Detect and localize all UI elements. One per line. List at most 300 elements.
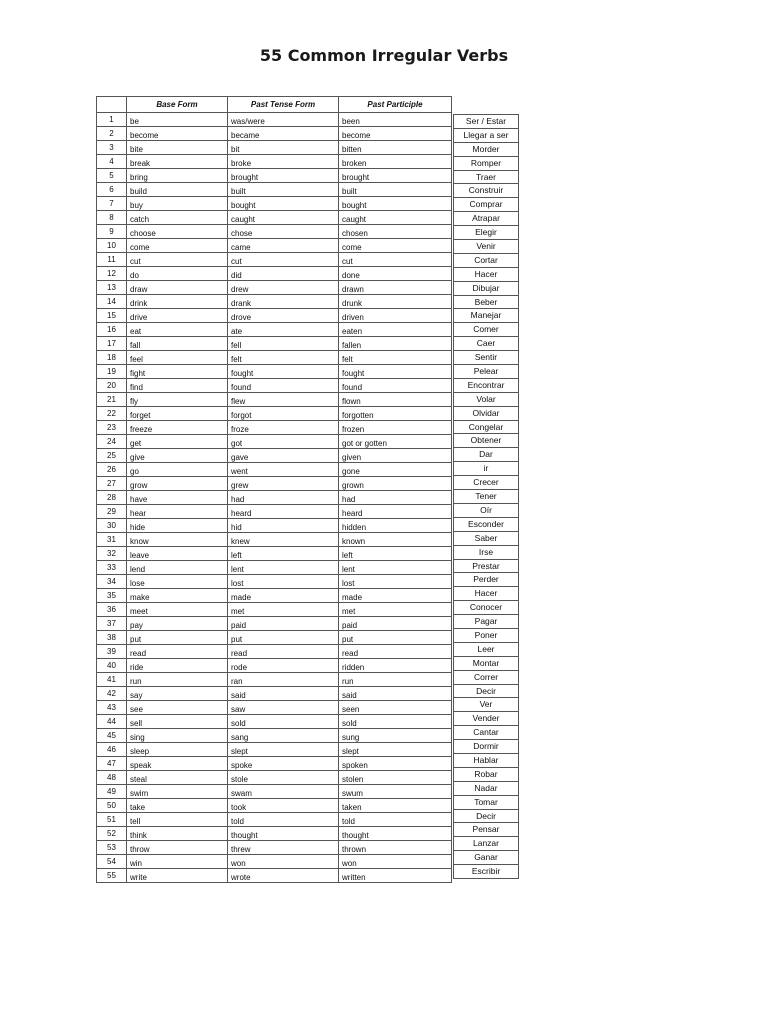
past-tense-cell: met: [228, 603, 339, 617]
past-participle-cell: paid: [339, 617, 452, 631]
table-row: [97, 407, 452, 421]
past-participle-cell: lost: [339, 575, 452, 589]
past-tense-cell: threw: [228, 841, 339, 855]
past-participle-cell: put: [339, 631, 452, 645]
past-participle-cell: thrown: [339, 841, 452, 855]
spanish-translation: Prestar: [454, 560, 518, 574]
row-number: 23: [97, 421, 127, 435]
base-form-cell: leave: [127, 547, 228, 561]
spanish-translation: Dormir: [454, 740, 518, 754]
past-participle-cell: thought: [339, 827, 452, 841]
past-tense-cell: bought: [228, 197, 339, 211]
past-tense-cell: ran: [228, 673, 339, 687]
table-row: [97, 113, 452, 127]
past-tense-cell: swam: [228, 785, 339, 799]
table-row: [97, 659, 452, 673]
past-participle-cell: slept: [339, 743, 452, 757]
table-row: [97, 463, 452, 477]
spanish-translation: Crecer: [454, 476, 518, 490]
base-form-cell: drink: [127, 295, 228, 309]
row-number: 30: [97, 519, 127, 533]
past-tense-cell: hid: [228, 519, 339, 533]
past-tense-cell: spoke: [228, 757, 339, 771]
past-tense-cell: wrote: [228, 869, 339, 883]
past-tense-cell: knew: [228, 533, 339, 547]
past-tense-cell: came: [228, 239, 339, 253]
spanish-translation: Venir: [454, 240, 518, 254]
table-row: [97, 393, 452, 407]
row-number: 24: [97, 435, 127, 449]
past-tense-cell: had: [228, 491, 339, 505]
table-row: [97, 575, 452, 589]
row-number: 47: [97, 757, 127, 771]
table-row: [97, 701, 452, 715]
spanish-translation: Oír: [454, 504, 518, 518]
table-row: [97, 169, 452, 183]
base-form-cell: freeze: [127, 421, 228, 435]
header-past-tense-form: Past Tense Form: [228, 97, 339, 113]
base-form-cell: read: [127, 645, 228, 659]
spanish-translation: Ser / Estar: [454, 115, 518, 129]
spanish-translation: Vender: [454, 712, 518, 726]
spanish-translation: Tomar: [454, 796, 518, 810]
past-participle-cell: had: [339, 491, 452, 505]
table-row: [97, 757, 452, 771]
spanish-translation: Pagar: [454, 615, 518, 629]
past-participle-cell: drawn: [339, 281, 452, 295]
past-participle-cell: met: [339, 603, 452, 617]
past-participle-cell: given: [339, 449, 452, 463]
base-form-cell: meet: [127, 603, 228, 617]
spanish-translation: Obtener: [454, 434, 518, 448]
past-tense-cell: bit: [228, 141, 339, 155]
base-form-cell: choose: [127, 225, 228, 239]
table-row: [97, 477, 452, 491]
spanish-translation: Pensar: [454, 823, 518, 837]
base-form-cell: hear: [127, 505, 228, 519]
spanish-translation: Comer: [454, 323, 518, 337]
past-tense-cell: gave: [228, 449, 339, 463]
spanish-translation: Tener: [454, 490, 518, 504]
past-tense-cell: was/were: [228, 113, 339, 127]
row-number: 46: [97, 743, 127, 757]
past-participle-cell: become: [339, 127, 452, 141]
row-number: 38: [97, 631, 127, 645]
past-participle-cell: frozen: [339, 421, 452, 435]
past-tense-cell: won: [228, 855, 339, 869]
row-number: 54: [97, 855, 127, 869]
spanish-translation: Decir: [454, 810, 518, 824]
table-row: [97, 561, 452, 575]
table-row: [97, 379, 452, 393]
base-form-cell: say: [127, 687, 228, 701]
past-participle-cell: built: [339, 183, 452, 197]
past-tense-cell: drank: [228, 295, 339, 309]
past-tense-cell: thought: [228, 827, 339, 841]
past-participle-cell: sold: [339, 715, 452, 729]
past-tense-cell: built: [228, 183, 339, 197]
past-tense-cell: lent: [228, 561, 339, 575]
row-number: 40: [97, 659, 127, 673]
row-number: 4: [97, 155, 127, 169]
row-number: 25: [97, 449, 127, 463]
past-participle-cell: taken: [339, 799, 452, 813]
base-form-cell: put: [127, 631, 228, 645]
past-participle-cell: ridden: [339, 659, 452, 673]
past-tense-cell: did: [228, 267, 339, 281]
base-form-cell: give: [127, 449, 228, 463]
table-row: [97, 197, 452, 211]
spanish-translation: Manejar: [454, 309, 518, 323]
base-form-cell: build: [127, 183, 228, 197]
table-row: [97, 505, 452, 519]
spanish-translation: Volar: [454, 393, 518, 407]
spanish-translation: Hacer: [454, 268, 518, 282]
past-tense-cell: drove: [228, 309, 339, 323]
spanish-translation: Caer: [454, 337, 518, 351]
page-title: 55 Common Irregular Verbs: [259, 46, 509, 65]
row-number: 41: [97, 673, 127, 687]
table-row: [97, 211, 452, 225]
row-number: 36: [97, 603, 127, 617]
base-form-cell: catch: [127, 211, 228, 225]
past-tense-cell: grew: [228, 477, 339, 491]
table-row: [97, 673, 452, 687]
verb-table: [96, 96, 452, 883]
verb-table-header: [97, 97, 452, 113]
past-participle-cell: got or gotten: [339, 435, 452, 449]
base-form-cell: lend: [127, 561, 228, 575]
table-row: [97, 309, 452, 323]
past-participle-cell: fought: [339, 365, 452, 379]
base-form-cell: eat: [127, 323, 228, 337]
row-number: 32: [97, 547, 127, 561]
past-participle-cell: grown: [339, 477, 452, 491]
base-form-cell: win: [127, 855, 228, 869]
row-number: 14: [97, 295, 127, 309]
past-participle-cell: spoken: [339, 757, 452, 771]
past-tense-cell: fought: [228, 365, 339, 379]
base-form-cell: do: [127, 267, 228, 281]
row-number: 8: [97, 211, 127, 225]
row-number: 1: [97, 113, 127, 127]
base-form-cell: be: [127, 113, 228, 127]
base-form-cell: know: [127, 533, 228, 547]
row-number: 52: [97, 827, 127, 841]
table-row: [97, 533, 452, 547]
base-form-cell: go: [127, 463, 228, 477]
base-form-cell: forget: [127, 407, 228, 421]
row-number: 43: [97, 701, 127, 715]
spanish-translation: Nadar: [454, 782, 518, 796]
table-row: [97, 351, 452, 365]
past-tense-cell: said: [228, 687, 339, 701]
spanish-translation: Saber: [454, 532, 518, 546]
row-number: 16: [97, 323, 127, 337]
past-tense-cell: became: [228, 127, 339, 141]
table-row: [97, 323, 452, 337]
past-tense-cell: slept: [228, 743, 339, 757]
row-number: 51: [97, 813, 127, 827]
past-participle-cell: run: [339, 673, 452, 687]
table-row: [97, 813, 452, 827]
spanish-translation: Atrapar: [454, 212, 518, 226]
row-number: 10: [97, 239, 127, 253]
table-row: [97, 743, 452, 757]
past-participle-cell: written: [339, 869, 452, 883]
spanish-translation: Montar: [454, 657, 518, 671]
past-participle-cell: fallen: [339, 337, 452, 351]
past-tense-cell: stole: [228, 771, 339, 785]
past-participle-cell: made: [339, 589, 452, 603]
row-number: 29: [97, 505, 127, 519]
spanish-translation: Conocer: [454, 601, 518, 615]
past-participle-cell: chosen: [339, 225, 452, 239]
table-row: [97, 435, 452, 449]
base-form-cell: make: [127, 589, 228, 603]
row-number: 48: [97, 771, 127, 785]
past-participle-cell: told: [339, 813, 452, 827]
table-row: [97, 869, 452, 883]
spanish-translation: Ganar: [454, 851, 518, 865]
past-participle-cell: forgotten: [339, 407, 452, 421]
spanish-translation: Poner: [454, 629, 518, 643]
row-number: 26: [97, 463, 127, 477]
table-row: [97, 337, 452, 351]
base-form-cell: become: [127, 127, 228, 141]
base-form-cell: fly: [127, 393, 228, 407]
past-tense-cell: put: [228, 631, 339, 645]
base-form-cell: take: [127, 799, 228, 813]
row-number: 19: [97, 365, 127, 379]
base-form-cell: sell: [127, 715, 228, 729]
past-tense-cell: found: [228, 379, 339, 393]
table-row: [97, 281, 452, 295]
table-row: [97, 365, 452, 379]
spanish-translation: Ver: [454, 698, 518, 712]
spanish-translation: Construir: [454, 184, 518, 198]
past-tense-cell: cut: [228, 253, 339, 267]
past-participle-cell: bought: [339, 197, 452, 211]
past-participle-cell: broken: [339, 155, 452, 169]
past-tense-cell: brought: [228, 169, 339, 183]
table-row: [97, 785, 452, 799]
past-tense-cell: forgot: [228, 407, 339, 421]
row-number: 53: [97, 841, 127, 855]
spanish-translation: Robar: [454, 768, 518, 782]
past-participle-cell: said: [339, 687, 452, 701]
row-number: 33: [97, 561, 127, 575]
verb-table-body: [97, 113, 452, 883]
table-row: [97, 239, 452, 253]
table-row: [97, 855, 452, 869]
table-row: [97, 141, 452, 155]
spanish-translation: Olvidar: [454, 407, 518, 421]
past-participle-cell: won: [339, 855, 452, 869]
spanish-translation: Sentir: [454, 351, 518, 365]
past-tense-cell: fell: [228, 337, 339, 351]
table-row: [97, 547, 452, 561]
spanish-translation: Traer: [454, 171, 518, 185]
spanish-translation: Dar: [454, 448, 518, 462]
spanish-translation: Escribir: [454, 865, 518, 879]
past-tense-cell: paid: [228, 617, 339, 631]
base-form-cell: buy: [127, 197, 228, 211]
spanish-translation: Lanzar: [454, 837, 518, 851]
past-participle-cell: driven: [339, 309, 452, 323]
past-participle-cell: been: [339, 113, 452, 127]
base-form-cell: break: [127, 155, 228, 169]
row-number: 3: [97, 141, 127, 155]
spanish-translation: Perder: [454, 573, 518, 587]
header-base-form: Base Form: [127, 97, 228, 113]
base-form-cell: cut: [127, 253, 228, 267]
base-form-cell: see: [127, 701, 228, 715]
spanish-translation: Correr: [454, 671, 518, 685]
base-form-cell: run: [127, 673, 228, 687]
base-form-cell: write: [127, 869, 228, 883]
row-number: 42: [97, 687, 127, 701]
table-row: [97, 631, 452, 645]
row-number: 13: [97, 281, 127, 295]
past-participle-cell: caught: [339, 211, 452, 225]
past-tense-cell: felt: [228, 351, 339, 365]
past-tense-cell: left: [228, 547, 339, 561]
base-form-cell: feel: [127, 351, 228, 365]
past-participle-cell: hidden: [339, 519, 452, 533]
past-participle-cell: swum: [339, 785, 452, 799]
past-tense-cell: ate: [228, 323, 339, 337]
past-participle-cell: sung: [339, 729, 452, 743]
row-number: 9: [97, 225, 127, 239]
table-row: [97, 253, 452, 267]
table-row: [97, 267, 452, 281]
spanish-translation: Romper: [454, 157, 518, 171]
past-participle-cell: stolen: [339, 771, 452, 785]
past-tense-cell: saw: [228, 701, 339, 715]
base-form-cell: pay: [127, 617, 228, 631]
past-participle-cell: felt: [339, 351, 452, 365]
table-row: [97, 771, 452, 785]
spanish-translation: Beber: [454, 296, 518, 310]
past-participle-cell: known: [339, 533, 452, 547]
base-form-cell: draw: [127, 281, 228, 295]
table-row: [97, 841, 452, 855]
row-number: 18: [97, 351, 127, 365]
spanish-translation: Irse: [454, 546, 518, 560]
past-tense-cell: went: [228, 463, 339, 477]
spanish-translation: Congelar: [454, 421, 518, 435]
past-participle-cell: read: [339, 645, 452, 659]
row-number: 39: [97, 645, 127, 659]
past-tense-cell: took: [228, 799, 339, 813]
past-participle-cell: found: [339, 379, 452, 393]
table-row: [97, 729, 452, 743]
spanish-translation: Llegar a ser: [454, 129, 518, 143]
table-row: [97, 519, 452, 533]
spanish-translation: Elegir: [454, 226, 518, 240]
past-participle-cell: drunk: [339, 295, 452, 309]
row-number: 44: [97, 715, 127, 729]
past-tense-cell: sang: [228, 729, 339, 743]
table-row: [97, 827, 452, 841]
past-tense-cell: froze: [228, 421, 339, 435]
past-participle-cell: come: [339, 239, 452, 253]
table-row: [97, 617, 452, 631]
row-number: 12: [97, 267, 127, 281]
past-tense-cell: heard: [228, 505, 339, 519]
past-participle-cell: brought: [339, 169, 452, 183]
row-number: 31: [97, 533, 127, 547]
row-number: 6: [97, 183, 127, 197]
spanish-translation: Esconder: [454, 518, 518, 532]
header-number: [97, 97, 127, 113]
base-form-cell: grow: [127, 477, 228, 491]
base-form-cell: drive: [127, 309, 228, 323]
row-number: 35: [97, 589, 127, 603]
past-tense-cell: made: [228, 589, 339, 603]
base-form-cell: have: [127, 491, 228, 505]
row-number: 5: [97, 169, 127, 183]
base-form-cell: think: [127, 827, 228, 841]
past-participle-cell: left: [339, 547, 452, 561]
spanish-translation: Pelear: [454, 365, 518, 379]
row-number: 28: [97, 491, 127, 505]
spanish-translation: Encontrar: [454, 379, 518, 393]
row-number: 7: [97, 197, 127, 211]
base-form-cell: find: [127, 379, 228, 393]
table-row: [97, 295, 452, 309]
past-participle-cell: bitten: [339, 141, 452, 155]
past-tense-cell: flew: [228, 393, 339, 407]
past-participle-cell: eaten: [339, 323, 452, 337]
spanish-translation: Hablar: [454, 754, 518, 768]
spanish-translation: Cantar: [454, 726, 518, 740]
past-participle-cell: seen: [339, 701, 452, 715]
base-form-cell: ride: [127, 659, 228, 673]
table-row: [97, 799, 452, 813]
row-number: 34: [97, 575, 127, 589]
past-tense-cell: sold: [228, 715, 339, 729]
table-row: [97, 687, 452, 701]
row-number: 15: [97, 309, 127, 323]
base-form-cell: lose: [127, 575, 228, 589]
spanish-translation: Leer: [454, 643, 518, 657]
base-form-cell: fall: [127, 337, 228, 351]
row-number: 21: [97, 393, 127, 407]
row-number: 17: [97, 337, 127, 351]
past-tense-cell: chose: [228, 225, 339, 239]
spanish-translation: Decir: [454, 685, 518, 699]
header-past-participle: Past Participle: [339, 97, 452, 113]
base-form-cell: come: [127, 239, 228, 253]
past-tense-cell: broke: [228, 155, 339, 169]
base-form-cell: sing: [127, 729, 228, 743]
row-number: 55: [97, 869, 127, 883]
row-number: 20: [97, 379, 127, 393]
base-form-cell: bite: [127, 141, 228, 155]
table-row: [97, 449, 452, 463]
row-number: 37: [97, 617, 127, 631]
past-participle-cell: done: [339, 267, 452, 281]
past-participle-cell: lent: [339, 561, 452, 575]
spanish-translation: ir: [454, 462, 518, 476]
row-number: 45: [97, 729, 127, 743]
past-participle-cell: flown: [339, 393, 452, 407]
past-tense-cell: lost: [228, 575, 339, 589]
base-form-cell: steal: [127, 771, 228, 785]
row-number: 49: [97, 785, 127, 799]
